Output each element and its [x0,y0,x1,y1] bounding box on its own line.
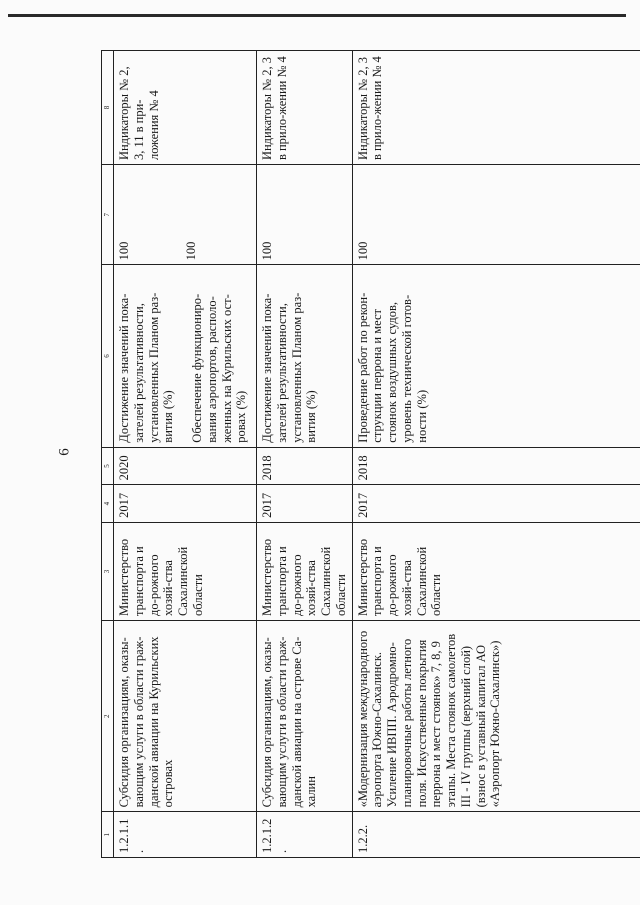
table-row [352,51,640,858]
col-header-7: 7 [102,165,114,265]
indicators: Индикаторы № 2, 3 в прило-жении № 4 [257,51,353,165]
expected-result [114,265,257,447]
executor: Министерство транспорта и до-рожного хозяй-ства Сахалинской области [257,522,353,620]
col-header-8: 8 [102,51,114,165]
end-year: 2020 [114,447,257,485]
measure-name: «Модернизация международного аэропорта Южно-Сахалинск. Усиление ИВПП. Аэродромно-планировочные работы летного поля. Искусственные покрытия перрона и мест стоянок» 7, 8, 9 этапы. Места стоянок самолетов III - IV группы (верхний слой) (взнос в уставный капитал АО «Аэропорт Южно-Сахалинск») [352,620,640,811]
header-row [102,51,114,858]
start-year: 2017 [114,485,257,523]
col-header-4: 4 [102,485,114,523]
row-number: 1.2.2. [352,812,640,858]
executor: Министерство транспорта и до-рожного хозяй-ства Сахалинской области [352,522,640,620]
col-header-3: 3 [102,522,114,620]
expected-result: Достижение значений пока-зателей результативности, установленных Планом раз-вития (%) [257,265,353,447]
value-1: 100 [117,241,131,261]
row-number: 1.2.1.1. [114,812,257,858]
col-header-2: 2 [102,620,114,811]
table-row [257,51,353,858]
end-year: 2018 [257,447,353,485]
value-2: 100 [183,241,198,261]
target-value: 100 [352,165,640,265]
result-text-2: Обеспечение функциониро-вания аэропортов, располо-женных на Курильских ост-ровах (%) [190,293,249,443]
indicators: Индикаторы № 2, 3 в прило-жении № 4 [352,51,640,165]
rotated-table-container [101,50,631,858]
row-number: 1.2.1.2. [257,812,353,858]
col-header-5: 5 [102,447,114,485]
page-number: 6 [56,448,73,456]
target-value [114,165,257,265]
scan-edge-line [8,14,626,17]
executor: Министерство транспорта и до-рожного хозяй-ства Сахалинской области [114,522,257,620]
table-row [114,51,257,858]
measure-name: Субсидия организациям, оказы-вающим услуги в области граж-данской авиации на острове Са-халин [257,620,353,811]
start-year: 2017 [257,485,353,523]
measure-name: Субсидия организациям, оказы-вающим услуги в области граж-данской авиации на Курильских островах [114,620,257,811]
program-table [101,50,640,858]
col-header-6: 6 [102,265,114,447]
target-value: 100 [257,165,353,265]
start-year: 2017 [352,485,640,523]
indicators: Индикаторы № 2, 3, 11 в при-ложения № 4 [114,51,257,165]
col-header-1: 1 [102,812,114,858]
end-year: 2018 [352,447,640,485]
result-text-1: Достижение значений пока-зателей результативности, установленных Планом раз-вития (%) [117,292,176,443]
expected-result: Проведение работ по рекон-струкции перрона и мест стоянок воздушных судов, уровень технической готов-ности (%) [352,265,640,447]
